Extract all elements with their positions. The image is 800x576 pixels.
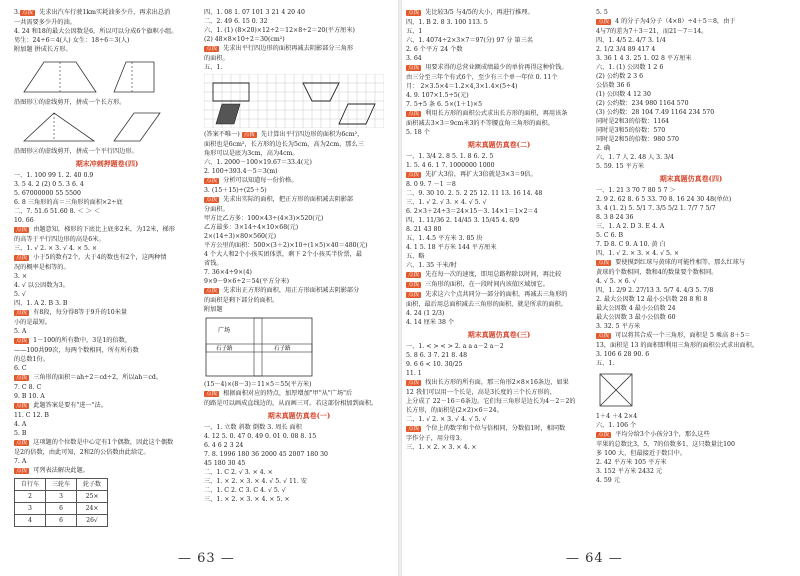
answer-line: 小的是最短。 [14, 319, 52, 326]
answer-line: 沿图形①的虚线剪开，拼成一个长方形。 [14, 99, 126, 106]
answer-line: 四、1. A 2. B 3. B [14, 300, 68, 307]
answer-line: 苹果的总数比3，5，7的倍数多1，这只数量比100 [596, 441, 735, 448]
answer-line: 5. 67000000 55 5500 [14, 190, 81, 197]
answer-line: (2) 公约数 2 3 6 [596, 73, 644, 80]
answer-line: 9. 6 6 < 10. 30/25 [406, 361, 463, 368]
answer-line: 5. 8 6. 3 7. 21 8. 48 [406, 352, 468, 359]
answer-line: 字作分子，用分母3。 [406, 435, 466, 442]
answer-line: 45 180 30 45 [204, 460, 246, 467]
column-4 [596, 8, 786, 538]
hint-tag: 点拨 [21, 10, 34, 16]
answer-line: 2. 42 平方米 105 平方米 [596, 459, 667, 466]
hint-tag: 点拨 [598, 260, 610, 266]
answer-line: 9×9－9×6÷2＝54(平方分米) [204, 278, 290, 285]
answer-line: 由三分至三年个有式6个，至少有三个单一年位 0. 11个 [406, 74, 558, 81]
answer-line: 点拨 这项题的个位数是中心定有1个偶数，因此这个偶数 [16, 439, 174, 446]
plaza-road-figure [204, 316, 314, 378]
answer-line: 3. 点拨 先求出汽车行驶1km实耗油多少升，再求出总消 [14, 9, 171, 16]
answer-line: 点拨 先在每一次的速度，即用总路程除以时间，再比较 [408, 271, 562, 278]
answer-line: 点拨 先求出实际的面积，把正方形的面积减去阴影部 [206, 196, 354, 203]
answer-line: 同时是2和3的倍数：1164 [596, 118, 670, 125]
hint-tag: 点拨 [408, 172, 420, 178]
hint-tag: 点拨 [243, 132, 255, 138]
answer-line: 四、1. 11/36 2. 14/45 3. 15/45 4. 8/9 [406, 217, 520, 224]
hint-tag: 点拨 [206, 391, 218, 397]
answer-line: 月： 2×3.5×4＝1.2×4,3×1.4×(5÷4) [406, 83, 518, 90]
answer-line: 2. 最大公因数 12 最小公倍数 28 8 和 8 [596, 296, 708, 303]
answer-line: 点拨 三角形的面积，在一段时间内该值区域加它。 [408, 281, 549, 288]
table-row [15, 491, 108, 503]
answer-line: 4. A [14, 421, 27, 428]
answer-line: 同时是3和5的倍数：570 [596, 127, 666, 134]
answer-line: 7. 8. 1996 180 36 2000 45 2007 180 30 [204, 451, 328, 458]
answer-line: 6. 8 三角形的高＝三角形的面积×2÷底 [14, 199, 123, 206]
answer-line: 一、1. 3/4 2. 8 5. 1. 8 6. 2. 5 [406, 153, 494, 160]
hint-tag: 点拨 [408, 111, 420, 117]
answer-line: 4. 14 厘米 38 个 [406, 319, 455, 326]
answer-line: 7. 36×4÷9×(4) [204, 269, 252, 276]
answer-line: 6. 2×3＋24÷3＝24×15－3. 14×1＝1×2＝4 [406, 208, 538, 215]
answer-line: 点拨 小于5的数有2个，大于4的数也有2个，这两种情 [16, 254, 167, 261]
answer-line: 2. 1/2 3/4 89 417 4 [596, 46, 656, 53]
answer-line: 二、1. √ 2. × 3. √ 4. √ 5. √ [406, 416, 487, 423]
answer-line: 五、略 [406, 253, 425, 260]
answer-line: 三、1. × 2. × 3. × 4. × [406, 444, 477, 451]
answer-line: 1. 5. 4 6. 1 7. 1000000 1000 [406, 162, 495, 169]
hint-tag: 点拨 [598, 432, 610, 438]
answer-line: (15－4)×(8－3)＝11×5＝55(平方米) [204, 381, 312, 388]
answer-line: 分面积。 [204, 206, 229, 213]
table-cell: 2 [15, 491, 46, 503]
answer-line: 四、1. √ 2. × 3. × 4. √ 5. × [596, 250, 680, 257]
column-3 [406, 8, 592, 538]
section-title: 期末真题仿真卷(四) [659, 174, 723, 183]
table-cell: 25× [77, 491, 108, 503]
answer-line: 沿图形②的虚线剪开，拼成一个平行四边形。 [14, 148, 138, 155]
hint-tag: 点拨 [16, 255, 28, 261]
answer-line: 况的概率是相等的。 [14, 264, 70, 271]
answer-line: 一共需要多少升的油。 [14, 19, 76, 26]
column-1 [14, 8, 200, 538]
answer-line: 最大公因数 4 最小公倍数 24 [596, 305, 676, 312]
answer-line: 三、1. √ 2. × 3. √ 4. × 5. × [14, 245, 98, 252]
answer-line: 甲方比乙方多：100×43÷(4×3)×520(元) [204, 215, 324, 222]
answer-line: 8. 3 8 24 36 [596, 214, 634, 221]
answer-line: 13，面积是 13 的面积即利用三角形的面积公式求出面积。 [596, 342, 758, 349]
answer-line: 4. 24 和18的最大公因数是6，所以可以分成6个旗帜小组。 [14, 28, 178, 35]
table-row [15, 503, 108, 515]
answer-line: 面积减去3×3＝9cm米3的不等腰直角三角形的面积。 [406, 120, 554, 127]
answer-line: 乙方最多：3×14÷4×10×68(元) [204, 224, 299, 231]
answer-line: 一、1. < > < > 2. a a a－2 a－2 [406, 343, 504, 350]
answer-line: 10. 66 [14, 217, 34, 224]
answer-line: 点拨 用要求得的总营业额成绩最少的单价再得这种价钱。 [408, 64, 568, 71]
hint-tag: 点拨 [206, 288, 218, 294]
section-title: 期末真题仿真卷(一) [267, 411, 331, 420]
hint-tag: 点拨 [206, 46, 218, 52]
hint-tag: 点拨 [16, 338, 28, 344]
answer-line: 7. A [14, 458, 27, 465]
answer-line: 2. 6 个平方 24 个数 [406, 46, 463, 53]
hint-tag: 点拨 [408, 272, 420, 278]
answer-line: 二、7. 51.6 51.60 8. ＜ ＞ ＜ [14, 208, 101, 215]
trapezoid-figure [14, 56, 164, 96]
hint-tag: 点拨 [16, 468, 28, 474]
hint-tag: 点拨 [408, 65, 420, 71]
answer-line: 6. 4 6 2 3 24 [204, 442, 244, 449]
answer-line: 3. × [14, 273, 28, 280]
answer-line: 二、1. C 2. C 3. C 4. √ 5. √ [204, 487, 286, 494]
answer-line: 三、1. A 2. D 3. E 4. A [596, 223, 665, 230]
answer-line: 点拨 平均分给3个小孩分3个，那么这些 [598, 431, 710, 438]
answer-line: 的高等于平行四边形的高是6米。 [14, 236, 105, 243]
answer-line: 4 个大人和2个小孩买团体票，剩下 2个小孩买半价票，最 [204, 251, 363, 258]
answer-line: 9. B 10. A [14, 393, 45, 400]
answer-line: 点拨 由题意知，梯形的下底比上底多2米，为12米，梯形 [16, 226, 175, 233]
table-header: 自行车 [15, 479, 46, 491]
answer-line: 省钱。 [204, 260, 223, 267]
square-diagonal-figure [596, 370, 636, 410]
answer-line: 面积，最后用总面积减去三角形的面积，就是所求的面积。 [406, 301, 567, 308]
answer-line: 附加题 拼成长方形。 [14, 46, 72, 53]
table-cell: 6 [46, 503, 77, 515]
answer-line: 点拨 先求这六个点共同分一部分的面积，再减去三角形的 [408, 291, 568, 298]
answer-line: 点拨 此题答案是要有"进一"法。 [16, 402, 107, 409]
section-title: 期末真题仿真卷(二) [467, 140, 531, 149]
answer-line: 角形可以是底为3cm，高为4cm。 [204, 150, 299, 157]
answer-line: 黄球的个数相同，数和4的数量要个数相同。 [596, 269, 718, 276]
answer-line: 六、1. 7 人 2. 48 人 3. 3/4 [596, 154, 674, 161]
answer-line: 2×(14÷3)×80×560(元) [204, 233, 277, 240]
answer-line: 点拨 先求出平行四边形的面积再减去阴影部分三角形 [206, 45, 354, 52]
hint-tag: 点拨 [408, 10, 420, 16]
triangle-figure [14, 109, 164, 145]
table-header: 轮子数 [77, 479, 108, 491]
answer-line: 点拨 分析可以知道每一份价格。 [206, 177, 298, 184]
answer-line: 四、1. B 2. 8 3. 100 113. 5 [406, 19, 488, 26]
answer-line: 点拨 要使摸到红球与黄球的可能性相等，那么红球与 [598, 259, 746, 266]
answer-line: 11. C 12. B [14, 412, 49, 419]
answer-line: 点拨 4 的分子为4分子（4×8）÷4＋5＝8，由于 [598, 18, 736, 25]
answer-line: 面积也是6cm²，长方形的边长为5cm，高为2cm，那么三 [204, 141, 364, 148]
answer-line: 7. 5+5 条 6. 5×(1＋1)×5 [406, 101, 483, 108]
answer-line: 五、1. 4.5 平方米 3. 85 块 [406, 235, 483, 242]
answer-line: 3. 36 1 4 3. 25 1. 02 8 平方厘米 [596, 55, 692, 62]
answer-line: 二、1. C 2. √ 3. × 4. × [204, 469, 273, 476]
answer-line: (1) 公因数 4 12 30 [596, 91, 651, 98]
answer-line: (2) 公约数：234 980 1164 570 [596, 100, 689, 107]
answer-line: 长方形，的面积是(2×2)×6＝24。 [406, 407, 503, 414]
answer-line: 4. √ 以公因数为3。 [14, 282, 69, 289]
answer-line: 3. (15＋15)÷(25＋5) [204, 187, 267, 194]
page-64 [400, 0, 800, 576]
answer-line: 点拨 根据面积对应的特点，加厚增加"甲"从"广场"后 [206, 390, 353, 397]
hint-tag: 点拨 [408, 282, 420, 288]
hint-tag: 点拨 [598, 19, 610, 25]
svg-text:石子路: 石子路 [216, 346, 233, 352]
answer-line: 点拨 个位上的数字和个位与倍相同，分数值1时，相同数 [408, 425, 566, 432]
hint-tag: 点拨 [598, 333, 610, 339]
answer-line: 5. 5 [596, 9, 608, 16]
answer-line: 2. 9 2. 62 8. 6 5 33. 70 8. 16 24 30 48(单位) [596, 196, 732, 203]
answer-line: 4. 1 5. 18 平方米 144 平方厘米 [406, 244, 497, 251]
answer-line: 附加题 [204, 306, 223, 313]
answer-line: 同时是2和5的倍数：980 570 [596, 136, 679, 143]
grid-figure [204, 74, 384, 128]
section-title: 期末冲刺押题卷(四) [75, 159, 139, 168]
answer-line: 5. √ [14, 291, 26, 298]
answer-line: 六、1. 2000－100×19.67＝33.4(元) [204, 159, 312, 166]
answer-line: 五、1. [204, 64, 223, 71]
answer-line: 5. C 6. B [596, 232, 623, 239]
answer-line: 一、1. 100 99 1. 2. 40 0.9 [14, 172, 94, 179]
answer-line: 二、2. 49 6. 15 0. 32 [204, 18, 268, 25]
answer-line: 3. 4 (1. 2) 5. 5/1 7. 3/5 5/2 1. 7/7 7 5/7 [596, 205, 716, 212]
answer-line: 11. 1 [406, 370, 422, 377]
answer-line: (3) 公约数：28 104 7.49 1164 234 570 [596, 109, 715, 116]
answer-line: 4与7的差为7＋3＝21，而21－7＝14。 [596, 28, 708, 35]
answer-line: 点拨 可以将其合成一个三角形，面积是 5 乘高 8＋5＝ [598, 332, 751, 339]
answer-line: 4. 9. 107×1.5÷5(元) [406, 92, 469, 99]
bike-wheel-table [14, 478, 108, 527]
hint-tag: 点拨 [408, 426, 420, 432]
hint-tag: 点拨 [408, 292, 420, 298]
answer-line: 的面积。 [204, 55, 229, 62]
answer-line: 上分成了 22－16＝6条边。它们每三角形是边长为4－2＝2的 [406, 398, 576, 405]
answer-line: 点拨 先求出正方形的面积，用正方形面积减去阴影部分 [206, 287, 360, 294]
answer-line: 8. 0 9. 7 －1 ＝8 [406, 181, 456, 188]
answer-line: 五、1. [596, 360, 615, 367]
answer-line: 点拨 找出长方形的所有面，那三角形2×8×16条边，如果 [408, 379, 569, 386]
answer-line: 平方公里的面积：500×(3＋2)×10÷(1×5)×40＝480(元) [204, 242, 368, 249]
answer-line: 六、1. 35 千米/时 [406, 262, 457, 269]
answer-line: 点拨 先比较3/5 与4/5的大小，再进行推理。 [408, 9, 534, 16]
answer-line: 8. 21 43 80 [406, 226, 442, 233]
answer-line: (2) 48×8×10÷2＝30(cm²) [204, 36, 285, 43]
answer-line: 点拨 先扩大3倍，再扩大3倍就是3×3＝9倍。 [408, 171, 537, 178]
answer-line: 三、1. × 2. × 3. × 4. × 5. × [204, 496, 290, 503]
answer-line: 的路是可以画成直线边的，从而画三可。若这部份相加到面积。 [204, 400, 378, 407]
answer-line: 3. 32. 5 平方米 [596, 323, 641, 330]
answer-line: 是2的倍数，由此可知，2和2的公倍数由此给定。 [14, 449, 150, 456]
answer-line: 12 我们可以用一个长是，高是3长度的三个长方形的， [406, 389, 556, 396]
table-cell: 4 [15, 515, 46, 527]
answer-line: 5. A [14, 328, 27, 335]
answer-line: 7. D 8. C 9. A 10. 黄 白 [596, 241, 666, 248]
answer-line: 六、1. 4074÷2×3×7＝97(分) 97 分 第三名 [406, 37, 533, 44]
answer-line: 四、1. 2/9 2. 27/13 3. 5/7 4. 4/3 5. 7/8 [596, 287, 714, 294]
answer-line: 六、1. (1) 公因数 1 2 6 [596, 64, 664, 71]
answer-line: 二、9. 30 10. 2. 5. 2 25 12. 11 13. 16 14. 48 [406, 190, 543, 197]
answer-line: 六、1. 106 个 [596, 422, 637, 429]
hint-tag: 点拨 [206, 197, 218, 203]
answer-line: 的总数1份。 [14, 356, 49, 363]
hint-tag: 点拨 [16, 440, 28, 446]
table-cell: 24× [77, 503, 108, 515]
answer-line: 4. 12 5. 0. 47 0. 49 0. 01 0. 08 8. 15 [204, 433, 317, 440]
answer-line: ——100共99次，每两个数相同，所有所有数 [14, 347, 139, 354]
answer-line: 五、1 [406, 28, 423, 35]
answer-line: 3. 64 [406, 55, 422, 62]
hint-tag: 点拨 [16, 310, 28, 316]
answer-line: 3. 106 6 28 90. 6 [596, 351, 650, 358]
page-number: — 64 — [566, 551, 623, 566]
answer-line: 点拨 三角形的面积＝ah÷2＝cd÷2，所以ah＝cd。 [16, 374, 163, 381]
hint-tag: 点拨 [16, 403, 28, 409]
answer-line: 1＋4 ＋4 2×4 [596, 413, 638, 420]
answer-line: 2. 100÷393.4－5＝3(m) [204, 168, 278, 175]
answer-line: 点拨 有8段，每分得8等于9升的10米量 [16, 309, 128, 316]
svg-text:广场: 广场 [218, 327, 231, 334]
answer-line: 7. C 8. C [14, 384, 42, 391]
answer-line: 4. √ 5. × 6. √ [596, 278, 637, 285]
column-2 [204, 8, 394, 538]
section-title: 期末真题仿真卷(三) [467, 330, 531, 339]
hint-tag: 点拨 [16, 375, 28, 381]
answer-line: 一、1. 21 3 70 7 80 5 7 ＞ [596, 187, 676, 194]
answer-line: 三、1. × 2. × 3. × 4. √ 5. √ 11. 安 [204, 478, 307, 485]
answer-line: 3. 5 4. 2 (2) 0 5. 3 6. 4 [14, 181, 84, 188]
answer-line: 四、1. 4/5 2. 4/7 3. 1/4 [596, 37, 666, 44]
answer-line: 2. 确 [596, 145, 611, 152]
answer-line: 点拨 利用长方形的面积公式求出长方形的面积，再用该条 [408, 110, 568, 117]
answer-line: 5. 59. 15 平方米 [596, 163, 645, 170]
answer-line: 3. 152 平方米 2432 元 [596, 468, 663, 475]
answer-line: 多 100 大，但最接近于数目中。 [596, 450, 686, 457]
table-row [15, 515, 108, 527]
answer-line: 最大公因数 3 最小公倍数 60 [596, 314, 676, 321]
svg-text:石子路: 石子路 [274, 346, 291, 352]
answer-line: 三、1. √ 2. √ 3. × 4. √ 5. √ [406, 199, 487, 206]
answer-line: 点拨 可列表法解决此题。 [16, 467, 89, 474]
table-cell: 26√ [77, 515, 108, 527]
table-cell: 3 [15, 503, 46, 515]
table-header: 三轮车 [46, 479, 77, 491]
table-cell: 6 [46, 515, 77, 527]
table-cell: 3 [46, 491, 77, 503]
answer-line: 5. 18 个 [406, 129, 430, 136]
hint-tag: 点拨 [16, 227, 28, 233]
answer-line: 的面积是剩下部分的面积。 [204, 297, 279, 304]
answer-line: 4. 59 元 [596, 477, 620, 484]
answer-line: 5. B [14, 430, 27, 437]
answer-line: 4. 24 (1 2/3) [406, 310, 445, 317]
page-number: — 63 — [178, 551, 235, 566]
answer-line: 六、1. (1) (8×20)×12÷2＝12×8÷2＝20(平方厘米) [204, 27, 355, 34]
answer-line: 点拨 1－100的所有数中，3是1的倍数， [16, 337, 132, 344]
answer-line: 男生：24÷6＝4(人) 女生：18÷6＝3(人) [14, 37, 130, 44]
answer-line: 6. C [14, 365, 27, 372]
answer-line: 公倍数 36 6 [596, 82, 631, 89]
hint-tag: 点拨 [206, 178, 218, 184]
answer-line: 四、1. 08 1. 07 101 3 21 4 20 40 [204, 9, 305, 16]
answer-line: (答案不唯一) 点拨 先计算出平行四边形的面积为6cm²， [204, 131, 364, 138]
hint-tag: 点拨 [408, 380, 420, 386]
answer-line: 一、1. 立数 斜数 倒数 3. 周长 面积 [204, 424, 302, 431]
